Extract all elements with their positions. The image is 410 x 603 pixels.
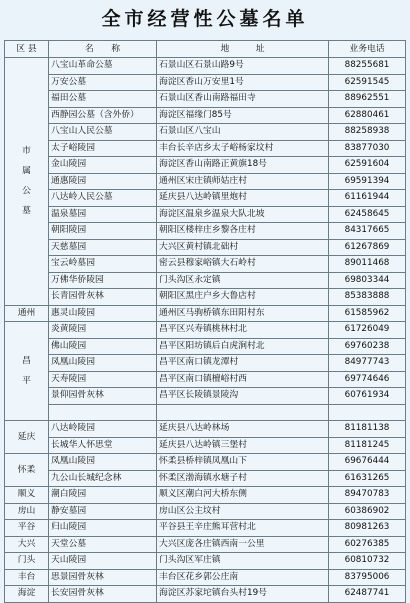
- cell-name: 长安园骨灰林: [49, 586, 157, 603]
- cell-address: 密云县穆家峪镇大石岭村: [157, 256, 329, 273]
- cell-address: 顺义区潮白河大桥东侧: [157, 487, 329, 504]
- cell-phone: 69760238: [329, 338, 406, 355]
- cell-name: 金山陵园: [49, 157, 157, 174]
- cell-name: 八达岭陵园: [49, 421, 157, 438]
- district-cell-tongzhou: 通州: [5, 305, 49, 322]
- cell-phone: 88255681: [329, 58, 406, 75]
- table-row: [5, 206, 406, 223]
- cell-address: [157, 404, 329, 421]
- cell-name: 潮白陵园: [49, 487, 157, 504]
- table-row: [5, 74, 406, 91]
- table-row: [5, 421, 406, 438]
- cell-address: 怀柔县桥梓镇凤凰山下: [157, 454, 329, 471]
- cell-name: 惠灵山陵园: [49, 305, 157, 322]
- table-row: [5, 272, 406, 289]
- cell-name: 天慈墓园: [49, 239, 157, 256]
- cell-phone: 81181138: [329, 421, 406, 438]
- page-title: 全市经营性公墓名单: [101, 8, 309, 30]
- cell-phone: 61585962: [329, 305, 406, 322]
- cell-name: 温泉墓园: [49, 206, 157, 223]
- cell-address: 海淀区温泉乡温泉大队北坡: [157, 206, 329, 223]
- district-cell-shishu: 市 属 公 墓: [5, 58, 49, 306]
- table-row: [5, 190, 406, 207]
- cell-phone: 89470783: [329, 487, 406, 504]
- district-cell-haidian: 海淀: [5, 586, 49, 603]
- district-cell-pinggu: 平谷: [5, 520, 49, 537]
- cell-phone: 61267869: [329, 239, 406, 256]
- cell-name: 福田公墓: [49, 91, 157, 108]
- table-row: [5, 289, 406, 306]
- cell-name: 万佛华侨陵园: [49, 272, 157, 289]
- table-row: [5, 91, 406, 108]
- cell-name: 佛山陵园: [49, 338, 157, 355]
- table-row: [5, 520, 406, 537]
- cell-address: 延庆县八达岭镇里炮村: [157, 190, 329, 207]
- table-row: [5, 157, 406, 174]
- cell-phone: 60810732: [329, 553, 406, 570]
- table-row: [5, 322, 406, 339]
- district-cell-mentougou: 门头: [5, 553, 49, 570]
- table-row: [5, 338, 406, 355]
- cell-address: 延庆县八达岭林场: [157, 421, 329, 438]
- cell-address: 朝阳区楼梓庄乡黎各庄村: [157, 223, 329, 240]
- cell-name: 八宝山人民公墓: [49, 124, 157, 141]
- district-cell-changping: 昌 平: [5, 322, 49, 421]
- table-row: [5, 553, 406, 570]
- cell-address: 怀柔区渤海镇水塘子村: [157, 470, 329, 487]
- cell-phone: 61631265: [329, 470, 406, 487]
- cell-phone: 69591394: [329, 173, 406, 190]
- cell-name: 天寿陵园: [49, 371, 157, 388]
- cell-phone: 62458645: [329, 206, 406, 223]
- cell-phone: 83795006: [329, 569, 406, 586]
- cell-address: 昌平区兴寿镇桃林村北: [157, 322, 329, 339]
- cell-phone: 69676444: [329, 454, 406, 471]
- cell-phone: 60761934: [329, 388, 406, 405]
- cell-address: 大兴区庞各庄镇西南一公里: [157, 536, 329, 553]
- cell-phone: 61726049: [329, 322, 406, 339]
- cell-address: 平谷县王辛庄熊耳营村北: [157, 520, 329, 537]
- cell-name: 景仰园骨灰林: [49, 388, 157, 405]
- cell-phone: 83877030: [329, 140, 406, 157]
- table-row: [5, 470, 406, 487]
- cell-name: 炎黄陵园: [49, 322, 157, 339]
- cell-address: 石景山区八宝山: [157, 124, 329, 141]
- cell-name: 通惠陵园: [49, 173, 157, 190]
- cell-phone: 88962551: [329, 91, 406, 108]
- cell-address: 海淀区福缘门85号: [157, 107, 329, 124]
- table-row: [5, 355, 406, 372]
- cell-phone: [329, 404, 406, 421]
- table-row: [5, 371, 406, 388]
- table-row: [5, 388, 406, 405]
- header-address: 地 址: [157, 41, 329, 58]
- cell-name: [49, 404, 157, 421]
- cell-address: 通州区宋庄镇师姑庄村: [157, 173, 329, 190]
- table-row: [5, 239, 406, 256]
- cell-address: 通州区马驹桥镇东田阳村东: [157, 305, 329, 322]
- table-row: [5, 569, 406, 586]
- district-cell-huairou: 怀柔: [5, 454, 49, 487]
- cell-name: 静安墓园: [49, 503, 157, 520]
- cell-name: 万安公墓: [49, 74, 157, 91]
- cell-name: 八达岭人民公墓: [49, 190, 157, 207]
- cell-address: 石景山区香山南路福田寺: [157, 91, 329, 108]
- table-header-row: [5, 41, 406, 58]
- cell-address: 丰台区花乡郭公庄南: [157, 569, 329, 586]
- cell-phone: 61161944: [329, 190, 406, 207]
- table-row: [5, 487, 406, 504]
- district-cell-fangshan: 房山: [5, 503, 49, 520]
- cell-phone: 80981263: [329, 520, 406, 537]
- table-row: [5, 305, 406, 322]
- table-row: [5, 503, 406, 520]
- cell-phone: 84317665: [329, 223, 406, 240]
- cell-address: 门头沟区军庄镇: [157, 553, 329, 570]
- cell-address: 昌平区南口镇檀峪村西: [157, 371, 329, 388]
- cell-address: 门头沟区永定镇: [157, 272, 329, 289]
- cell-address: 大兴区黄村镇北础村: [157, 239, 329, 256]
- table-row: [5, 404, 406, 421]
- cell-address: 昌平区南口镇龙潭村: [157, 355, 329, 372]
- header-district: 区 县: [5, 41, 49, 58]
- cell-phone: 88258938: [329, 124, 406, 141]
- district-cell-fengtai: 丰台: [5, 569, 49, 586]
- cell-phone: 62487741: [329, 586, 406, 603]
- cell-name: 八宝山革命公墓: [49, 58, 157, 75]
- cell-address: 海淀区苏家坨镇台头村19号: [157, 586, 329, 603]
- cell-phone: 85383888: [329, 289, 406, 306]
- table-row: [5, 437, 406, 454]
- cell-address: 海淀区香山万安里1号: [157, 74, 329, 91]
- cell-name: 九公山长城纪念林: [49, 470, 157, 487]
- cell-name: 长青园骨灰林: [49, 289, 157, 306]
- table-row: [5, 107, 406, 124]
- district-cell-shunyi: 顺义: [5, 487, 49, 504]
- cell-phone: 69803344: [329, 272, 406, 289]
- cell-name: 思景园骨灰林: [49, 569, 157, 586]
- cell-phone: 89011468: [329, 256, 406, 273]
- cell-address: 朝阳区黑庄户乡大鲁店村: [157, 289, 329, 306]
- cell-phone: 69774646: [329, 371, 406, 388]
- cell-address: 海淀区香山南路正黄旗18号: [157, 157, 329, 174]
- table-row: [5, 536, 406, 553]
- header-name: 名 称: [49, 41, 157, 58]
- cell-name: 天山陵园: [49, 553, 157, 570]
- cell-name: 归山陵园: [49, 520, 157, 537]
- cell-address: 房山区公主坟村: [157, 503, 329, 520]
- table-row: [5, 223, 406, 240]
- cell-address: 延庆县八达岭镇三堡村: [157, 437, 329, 454]
- table-row: [5, 140, 406, 157]
- table-row: [5, 454, 406, 471]
- cemetery-table: [4, 40, 406, 603]
- cell-phone: 62591545: [329, 74, 406, 91]
- cell-address: 昌平区长陵镇景陵沟: [157, 388, 329, 405]
- cell-name: 太子峪陵园: [49, 140, 157, 157]
- district-cell-yanqing: 延庆: [5, 421, 49, 454]
- table-row: [5, 58, 406, 75]
- cell-phone: 60276385: [329, 536, 406, 553]
- cell-name: 天堂公墓: [49, 536, 157, 553]
- table-row: [5, 124, 406, 141]
- cell-name: 凤凰山陵园: [49, 454, 157, 471]
- header-phone: 业务电话: [329, 41, 406, 58]
- table-row: [5, 256, 406, 273]
- cell-phone: 81181245: [329, 437, 406, 454]
- cell-address: 昌平区阳坊镇后白虎涧村北: [157, 338, 329, 355]
- cell-name: 西静园公墓（含外侨）: [49, 107, 157, 124]
- cell-phone: 84977743: [329, 355, 406, 372]
- district-cell-daxing: 大兴: [5, 536, 49, 553]
- cell-address: 丰台长辛店乡太子峪杨家坟村: [157, 140, 329, 157]
- cell-name: 宝云岭墓园: [49, 256, 157, 273]
- cell-address: 石景山区石景山路9号: [157, 58, 329, 75]
- table-row: [5, 173, 406, 190]
- cell-name: 凤凰山陵园: [49, 355, 157, 372]
- cell-phone: 60386902: [329, 503, 406, 520]
- cell-name: 长城华人怀思堂: [49, 437, 157, 454]
- cell-name: 朝阳陵园: [49, 223, 157, 240]
- cell-phone: 62880461: [329, 107, 406, 124]
- cell-phone: 62591604: [329, 157, 406, 174]
